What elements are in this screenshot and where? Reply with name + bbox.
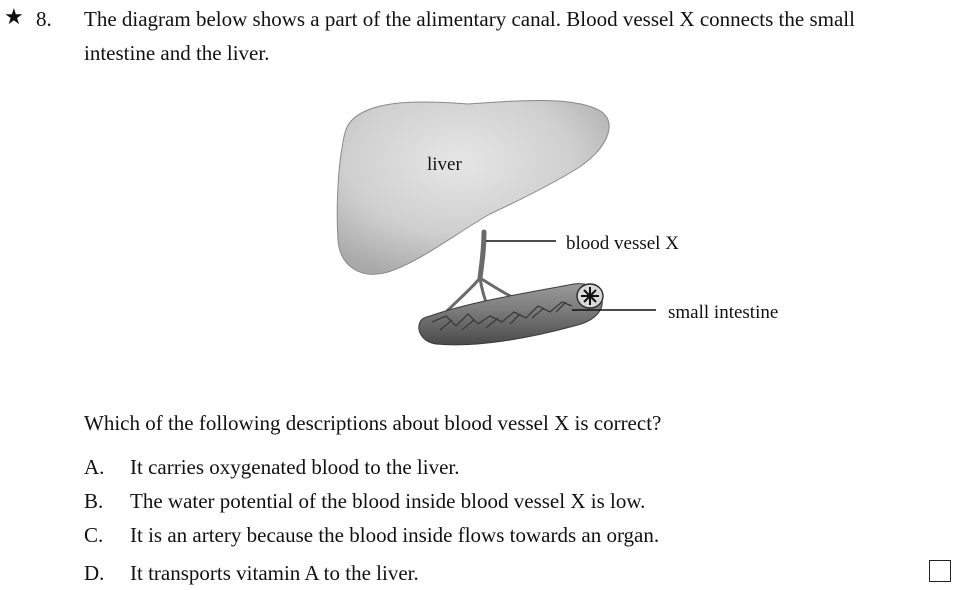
question-number: 8. <box>36 7 52 31</box>
option-a-text[interactable]: It carries oxygenated blood to the liver. <box>130 455 460 479</box>
star-icon: ★ <box>4 4 24 29</box>
option-c-letter: C. <box>84 523 104 547</box>
question-prompt: Which of the following descriptions about blood vessel X is correct? <box>84 411 662 435</box>
question-stem-line-1: The diagram below shows a part of the alimentary canal. Blood vessel X connects the small <box>84 7 855 31</box>
option-c-text[interactable]: It is an artery because the blood inside flows towards an organ. <box>130 523 660 547</box>
answer-box[interactable] <box>929 560 951 582</box>
option-d-letter: D. <box>84 561 105 585</box>
option-d-text[interactable]: It transports vitamin A to the liver. <box>130 561 419 585</box>
option-b-text[interactable]: The water potential of the blood inside blood vessel X is low. <box>130 489 646 513</box>
option-b-letter: B. <box>84 489 104 513</box>
liver-label: liver <box>427 154 462 175</box>
blood-vessel-x-label: blood vessel X <box>566 233 679 254</box>
question-stem-line-2: intestine and the liver. <box>84 41 270 65</box>
small-intestine-label: small intestine <box>668 302 779 323</box>
option-a-letter: A. <box>84 455 105 479</box>
